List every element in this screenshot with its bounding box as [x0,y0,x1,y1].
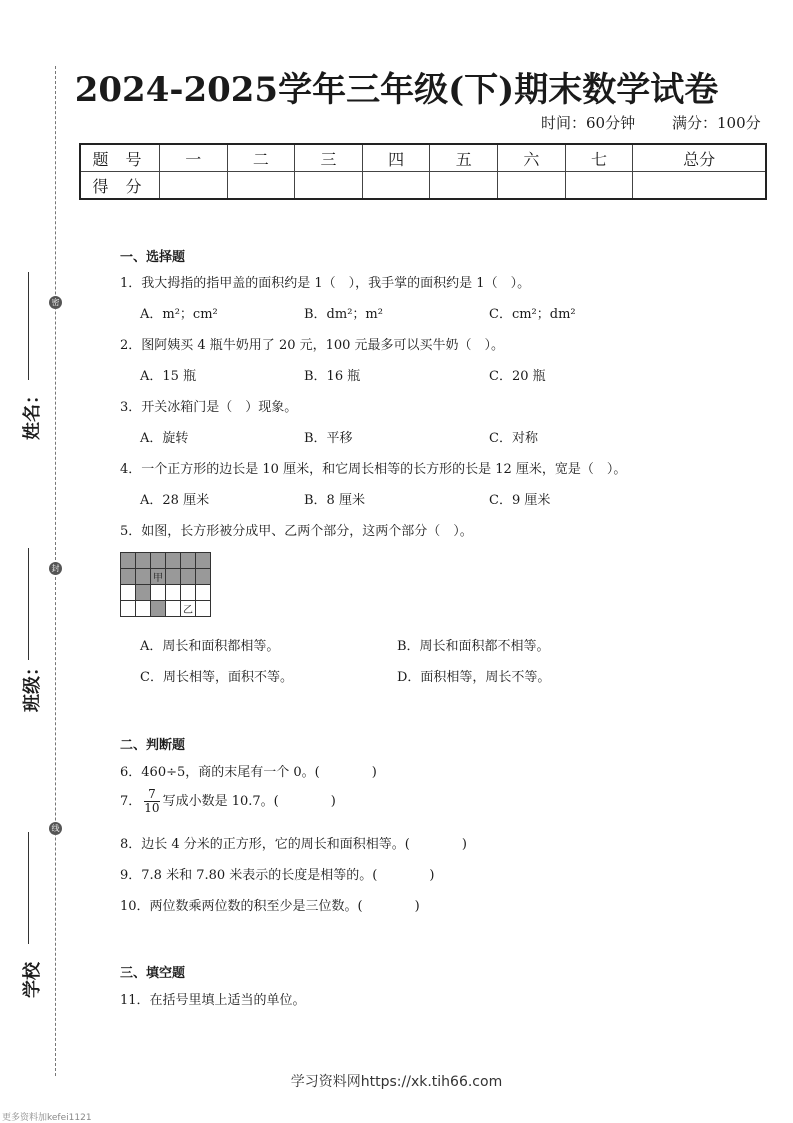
q3-option-c[interactable]: C．对称 [489,431,538,446]
q2-option-a[interactable]: A．15 瓶 [140,369,197,384]
section-3-heading: 三、填空题 [120,966,186,981]
grid-cell [196,585,211,601]
q5-option-b[interactable]: B．周长和面积都不相等。 [397,639,550,654]
question-1: 1．我大拇指的指甲盖的面积约是 1（ ），我手掌的面积约是 1（ ）。 [120,276,531,291]
score-table [79,143,767,200]
question-8: 8．边长 4 分米的正方形，它的周长和面积相等。( ) [120,837,467,852]
q5-option-d[interactable]: D．面积相等，周长不等。 [397,670,551,685]
question-11: 11．在括号里填上适当的单位。 [120,993,306,1008]
grid-cell-shaded [166,553,181,569]
grid-cell [121,601,136,617]
q1-option-b[interactable]: B．dm²；m² [304,307,383,322]
grid-cell-shaded [136,585,151,601]
score-header-cell: 题 号 [80,144,160,172]
score-header-cell: 六 [498,144,566,172]
fraction-7-10 [144,788,159,815]
watermark-text: 更多资料加kefei1121 [2,1113,92,1123]
name-label: 姓名： [22,386,43,440]
question-10: 10．两位数乘两位数的积至少是三位数。( ) [120,899,420,914]
q1-option-a[interactable]: A．m²；cm² [140,307,218,322]
q3-option-b[interactable]: B．平移 [304,431,353,446]
grid-cell-shaded [121,569,136,585]
class-underline [28,548,29,660]
q7-text: 写成小数是 10.7。( ) [162,794,336,809]
name-underline [28,272,29,380]
grid-cell [181,585,196,601]
school-label: 学校 [22,962,43,998]
q1-option-c[interactable]: C．cm²；dm² [489,307,576,322]
grid-cell-shaded [166,569,181,585]
grid-cell-shaded [151,601,166,617]
rectangle-grid-figure [120,552,211,617]
score-cell[interactable] [633,172,766,200]
score-cell[interactable] [498,172,566,200]
q3-option-a[interactable]: A．旋转 [140,431,189,446]
q5-option-a[interactable]: A．周长和面积都相等。 [140,639,280,654]
seal-mi: 密 [49,296,62,309]
score-cell[interactable] [160,172,228,200]
score-table-score-row [80,172,766,200]
q4-option-b[interactable]: B．8 厘米 [304,493,365,508]
score-header-cell: 一 [160,144,228,172]
grid-cell [151,585,166,601]
time-limit: 时间：60分钟 [541,114,636,132]
grid-cell-shaded [136,553,151,569]
fraction-numerator: 7 [144,788,159,802]
grid-cell-shaded [196,569,211,585]
grid-cell-shaded [121,553,136,569]
seal-feng: 封 [49,562,62,575]
question-7 [120,788,336,815]
grid-label-yi: 乙 [181,601,196,617]
question-2: 2．图阿姨买 4 瓶牛奶用了 20 元，100 元最多可以买牛奶（ ）。 [120,338,505,353]
score-cell[interactable] [565,172,633,200]
exam-title: 2024-2025学年三年级(下)期末数学试卷 [74,70,719,110]
grid-cell [196,601,211,617]
grid-cell-shaded [181,553,196,569]
question-6: 6．460÷5，商的末尾有一个 0。( ) [120,765,377,780]
grid-cell [166,601,181,617]
full-marks: 满分：100分 [672,114,761,132]
score-header-cell: 四 [362,144,430,172]
score-header-cell: 二 [227,144,295,172]
section-2-heading: 二、判断题 [120,738,186,753]
grid-cell-shaded [181,569,196,585]
grid-cell-shaded [136,569,151,585]
score-cell[interactable] [227,172,295,200]
seal-xian: 线 [49,822,62,835]
score-cell[interactable] [295,172,363,200]
score-header-cell: 五 [430,144,498,172]
grid-cell-shaded [196,553,211,569]
score-row-label: 得 分 [80,172,160,200]
section-1-heading: 一、选择题 [120,250,186,265]
question-4: 4．一个正方形的边长是 10 厘米，和它周长相等的长方形的长是 12 厘米，宽是（ ）。 [120,462,627,477]
score-header-cell: 七 [565,144,633,172]
q7-number: 7． [120,794,142,809]
school-underline [28,832,29,944]
score-cell[interactable] [362,172,430,200]
grid-cell [121,585,136,601]
grid-cell [166,585,181,601]
grid-cell [136,601,151,617]
q2-option-b[interactable]: B．16 瓶 [304,369,361,384]
score-header-cell: 三 [295,144,363,172]
grid-cell-shaded [151,553,166,569]
score-header-cell: 总分 [633,144,766,172]
question-5: 5．如图，长方形被分成甲、乙两个部分，这两个部分（ ）。 [120,524,473,539]
q4-option-c[interactable]: C．9 厘米 [489,493,551,508]
grid-label-jia: 甲 [151,569,166,585]
q5-option-c[interactable]: C．周长相等，面积不等。 [140,670,293,685]
score-table-header-row [80,144,766,172]
class-label: 班级： [22,658,43,712]
footer-source-link[interactable]: 学习资料网https://xk.tih66.com [290,1074,503,1090]
q4-option-a[interactable]: A．28 厘米 [140,493,210,508]
q2-option-c[interactable]: C．20 瓶 [489,369,546,384]
fraction-denominator: 10 [144,801,160,815]
question-9: 9．7.8 米和 7.80 米表示的长度是相等的。( ) [120,868,435,883]
question-3: 3．开关冰箱门是（ ）现象。 [120,400,298,415]
score-cell[interactable] [430,172,498,200]
